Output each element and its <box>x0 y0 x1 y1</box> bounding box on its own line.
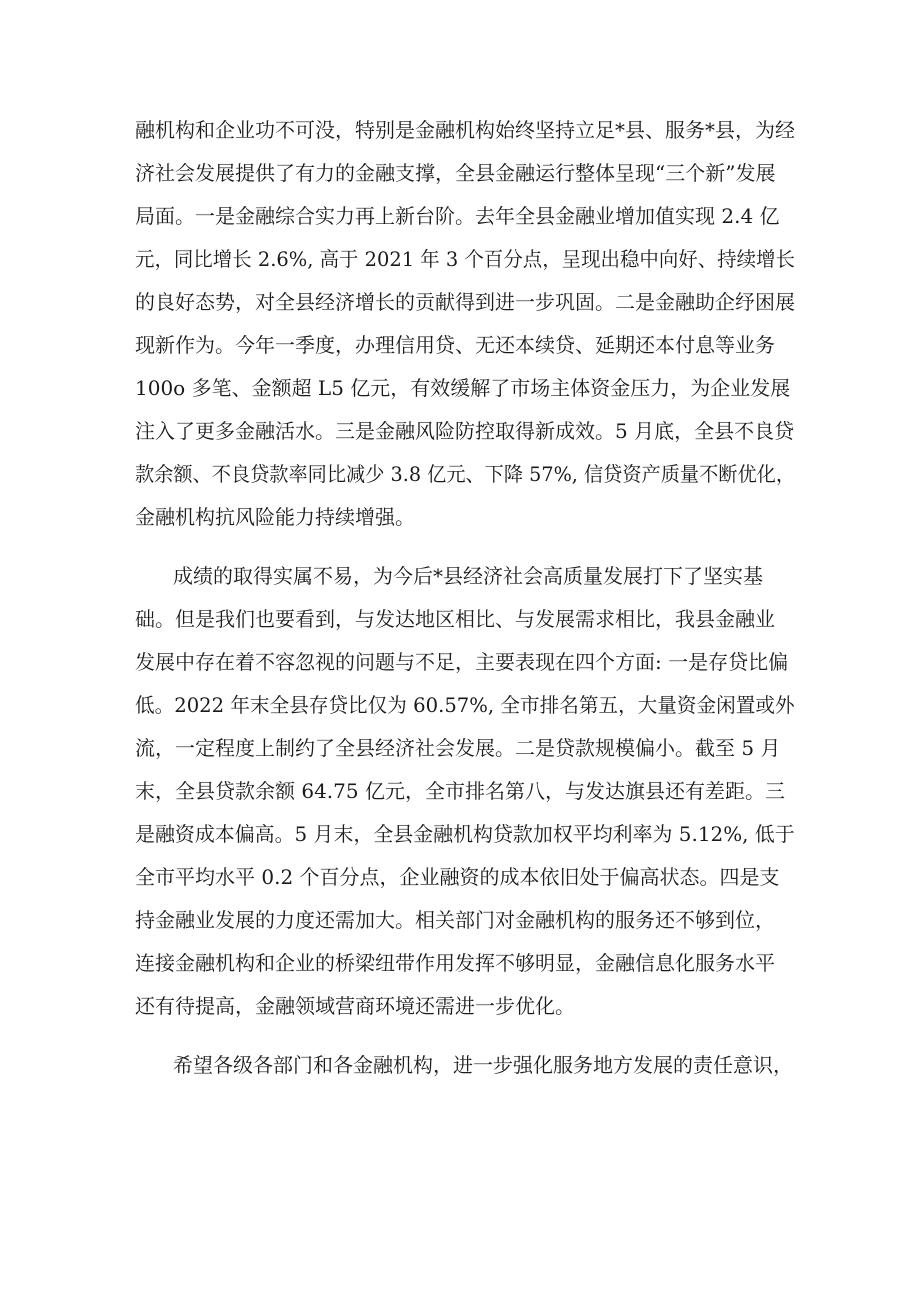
paragraph-line: 末，全县贷款余额 64.75 亿元，全市排名第八，与发达旗县还有差距。三 <box>135 779 785 803</box>
paragraph-line: 金融机构抗风险能力持续增强。 <box>135 505 415 529</box>
paragraph-line: 济社会发展提供了有力的金融支撑，全县金融运行整体呈现“三个新”发展 <box>135 161 776 185</box>
paragraph-line: 的良好态势，对全县经济增长的贡献得到进一步巩固。二是金融助企纾困展 <box>135 290 795 314</box>
paragraph-line: 持金融业发展的力度还需加大。相关部门对金融机构的服务还不够到位， <box>135 908 775 932</box>
paragraph-line: 连接金融机构和企业的桥梁纽带作用发挥不够明显，金融信息化服务水平 <box>135 951 775 975</box>
paragraph-line: 局面。一是金融综合实力再上新台阶。去年全县金融业增加值实现 2.4 亿 <box>135 204 780 228</box>
paragraph-line: 全市平均水平 0.2 个百分点，企业融资的成本依旧处于偏高状态。四是支 <box>135 865 780 889</box>
paragraph-line: 款余额、不良贷款率同比减少 3.8 亿元、下降 57%, 信贷资产质量不断优化， <box>135 462 796 486</box>
paragraph-line: 元，同比增长 2.6%, 高于 2021 年 3 个百分点，呈现出稳中向好、持续增长 <box>135 247 795 271</box>
paragraph-line: 发展中存在着不容忽视的问题与不足，主要表现在四个方面: 一是存贷比偏 <box>135 650 789 674</box>
paragraph-line: 成绩的取得实属不易，为今后*县经济社会高质量发展打下了坚实基 <box>173 564 763 588</box>
paragraph-line: 注入了更多金融活水。三是金融风险防控取得新成效。5 月底，全县不良贷 <box>135 419 795 443</box>
paragraph-line: 100o 多笔、金额超 L5 亿元，有效缓解了市场主体资金压力，为企业发展 <box>135 376 791 400</box>
paragraph-line: 融机构和企业功不可没，特别是金融机构始终坚持立足*县、服务*县，为经 <box>135 118 795 142</box>
paragraph-line: 现新作为。今年一季度，办理信用贷、无还本续贷、延期还本付息等业务 <box>135 333 775 357</box>
paragraph-line: 低。2022 年末全县存贷比仅为 60.57%, 全市排名第五，大量资金闲置或外 <box>135 693 795 717</box>
paragraph-line: 希望各级各部门和各金融机构，进一步强化服务地方发展的责任意识， <box>173 1053 793 1077</box>
paragraph-line: 流，一定程度上制约了全县经济社会发展。二是贷款规模偏小。截至 5 月 <box>135 736 781 760</box>
paragraph-line: 还有待提高，金融领域营商环境还需进一步优化。 <box>135 994 575 1018</box>
paragraph-line: 是融资成本偏高。5 月末，全县金融机构贷款加权平均利率为 5.12%, 低于 <box>135 822 795 846</box>
paragraph-line: 础。但是我们也要看到，与发达地区相比、与发展需求相比，我县金融业 <box>135 607 775 631</box>
